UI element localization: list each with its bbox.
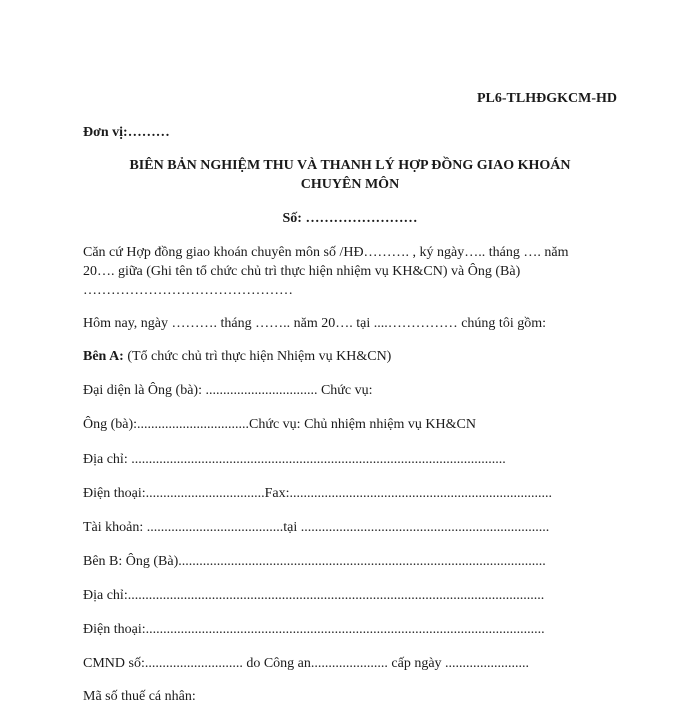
- party-a-phone-fax: Điện thoại:..................................Fax:...........................................................................: [83, 486, 552, 501]
- party-a-label: Bên A:: [83, 349, 124, 364]
- contract-basis-line-1: Căn cứ Hợp đồng giao khoán chuyên môn số /HĐ………. , ký ngày….. tháng …. năm: [83, 245, 569, 260]
- document-title-line-1: BIÊN BẢN NGHIỆM THU VÀ THANH LÝ HỢP ĐỒNG GIAO KHOÁN: [129, 158, 571, 173]
- document-title-line-2: CHUYÊN MÔN: [300, 177, 400, 192]
- party-b-id-card: CMND số:............................ do Công an...................... cấp ngày ........................: [83, 656, 530, 671]
- unit-label: Đơn vị:………: [83, 125, 170, 140]
- document-code: PL6-TLHĐGKCM-HD: [477, 91, 617, 106]
- party-a-address: Địa chỉ: ...........................................................................................................: [83, 452, 506, 467]
- party-b-tax-code: Mã số thuế cá nhân:: [83, 689, 196, 704]
- contract-basis-line-3: ………………………………………: [83, 283, 293, 298]
- party-a-person: Ông (bà):................................Chức vụ: Chủ nhiệm nhiệm vụ KH&CN: [83, 417, 476, 432]
- party-b-phone: Điện thoại:..................................................................................................................: [83, 622, 545, 637]
- document-number: Số: ……………………: [282, 211, 418, 226]
- party-a-account: Tài khoản: .......................................tại .......................................................................: [83, 520, 550, 535]
- party-a-heading: [83, 348, 391, 366]
- party-a-description: (Tổ chức chủ trì thực hiện Nhiệm vụ KH&CN): [123, 349, 392, 364]
- party-b-address: Địa chỉ:.......................................................................................................................: [83, 588, 545, 603]
- meeting-date-line: Hôm nay, ngày ………. tháng …….. năm 20…. tại ....…………… chúng tôi gồm:: [83, 316, 546, 331]
- contract-basis-line-2: 20…. giữa (Ghi tên tổ chức chủ trì thực hiện nhiệm vụ KH&CN) và Ông (Bà): [83, 264, 521, 279]
- party-b-heading: Bên B: Ông (Bà).........................................................................................................: [83, 554, 546, 569]
- party-a-representative: Đại diện là Ông (bà): ................................ Chức vụ:: [83, 383, 373, 398]
